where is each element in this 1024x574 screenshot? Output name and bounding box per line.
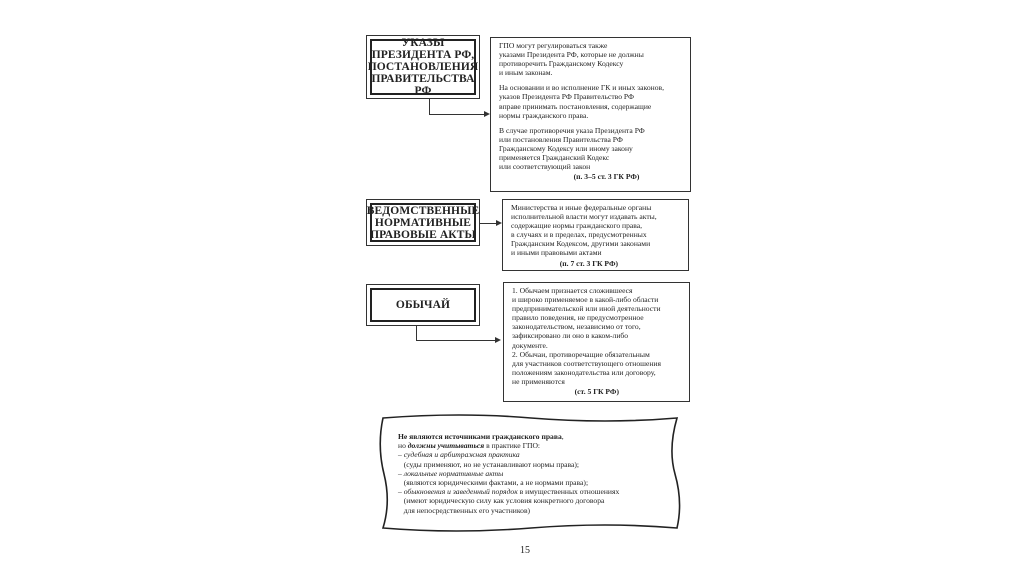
paragraph: На основании и во исполнение ГК и иных законов, указов Президента РФ Правительство РФ вправе принимать постановления, содержащие нормы гражданского права. bbox=[499, 83, 664, 120]
arrow-right-icon bbox=[495, 337, 501, 343]
list-item: 2. Обычаи, противоречащие обязательным для участников соответствующего отношения положениям законодательства или договору, не применяются bbox=[512, 349, 661, 386]
description-box-decrees bbox=[490, 37, 691, 192]
paragraph: Министерства и иные федеральные органы исполнительной власти могут издавать акты, содержащие нормы гражданского права, в случаях и в пределах, предусмотренных Гражданским Кодексом, другими законами и иными правовыми актами bbox=[511, 203, 657, 258]
heading-box-decrees bbox=[366, 35, 480, 99]
note-entry-detail: (суды применяют, но не устанавливают нормы права); bbox=[398, 459, 579, 469]
legal-reference: (ст. 5 ГК РФ) bbox=[574, 387, 619, 397]
heading-box-departmental bbox=[366, 199, 480, 246]
list-item: 1. Обычаем признается сложившееся и широко применяемое в какой-либо области предпринимательской или иной деятельности правило поведения, не предусмотренное законодательством, независимо от того, зафиксировано ли оно в каком-либо документе. bbox=[512, 286, 661, 350]
note-heading: Не являются источниками гражданского права bbox=[398, 432, 562, 441]
paragraph: В случае противоречия указа Президента РФ или постановления Правительства РФ Гражданскому Кодексу или иному закону применяется Гражданский Кодекс или соответствующий закон bbox=[499, 125, 645, 172]
page-number: 15 bbox=[520, 545, 530, 556]
connector-line bbox=[429, 114, 485, 115]
heading-box-custom bbox=[366, 284, 480, 326]
note-entry-detail: (являются юридическими фактами, а не нормами права); bbox=[398, 478, 589, 488]
legal-reference: (п. 7 ст. 3 ГК РФ) bbox=[559, 258, 618, 268]
description-box-departmental bbox=[502, 199, 689, 271]
note-entry-detail: (имеют юридическую силу как условия конкретного договора для непосредственных его участников) bbox=[403, 496, 605, 515]
note-text: Не являются источниками гражданского права, но должны учитываться в практике ГПО: – судебная и арбитражная практика (суды применяют, но не устанавливают нормы права); – локальные нормативные акты (являются юридическими фактами, а не нормами права); – обыкновения и заведенный порядок в имущественных отношениях (имеют юридическую силу как условия конкретного договора для непосредственных его участников) bbox=[398, 432, 673, 515]
note-emphasis: должны учитываться bbox=[407, 441, 485, 451]
note-entry: – локальные нормативные акты bbox=[398, 468, 504, 478]
note-frame bbox=[371, 414, 691, 532]
note-entry: – судебная и арбитражная практика bbox=[398, 450, 520, 460]
connector-line bbox=[416, 326, 417, 341]
description-box-custom bbox=[503, 282, 690, 402]
paragraph: ГПО могут регулироваться также указами Президента РФ, которые не должны противоречить Гражданскому Кодексу и иным законам. bbox=[499, 41, 644, 78]
connector-line bbox=[416, 340, 496, 341]
heading-custom: ОБЫЧАЙ bbox=[395, 299, 451, 311]
connector-line bbox=[480, 223, 496, 224]
heading-decrees: УКАЗЫ ПРЕЗИДЕНТА РФ, ПОСТАНОВЛЕНИЯ ПРАВИТЕЛЬСТВА РФ bbox=[367, 37, 479, 97]
heading-departmental: ВЕДОМСТВЕННЫЕ НОРМАТИВНЫЕ ПРАВОВЫЕ АКТЫ bbox=[366, 204, 480, 241]
note-entry: – обыкновения и заведенный порядок в имущественных отношениях bbox=[398, 487, 620, 497]
legal-reference: (п. 3–5 ст. 3 ГК РФ) bbox=[573, 172, 640, 182]
connector-line bbox=[429, 99, 430, 115]
